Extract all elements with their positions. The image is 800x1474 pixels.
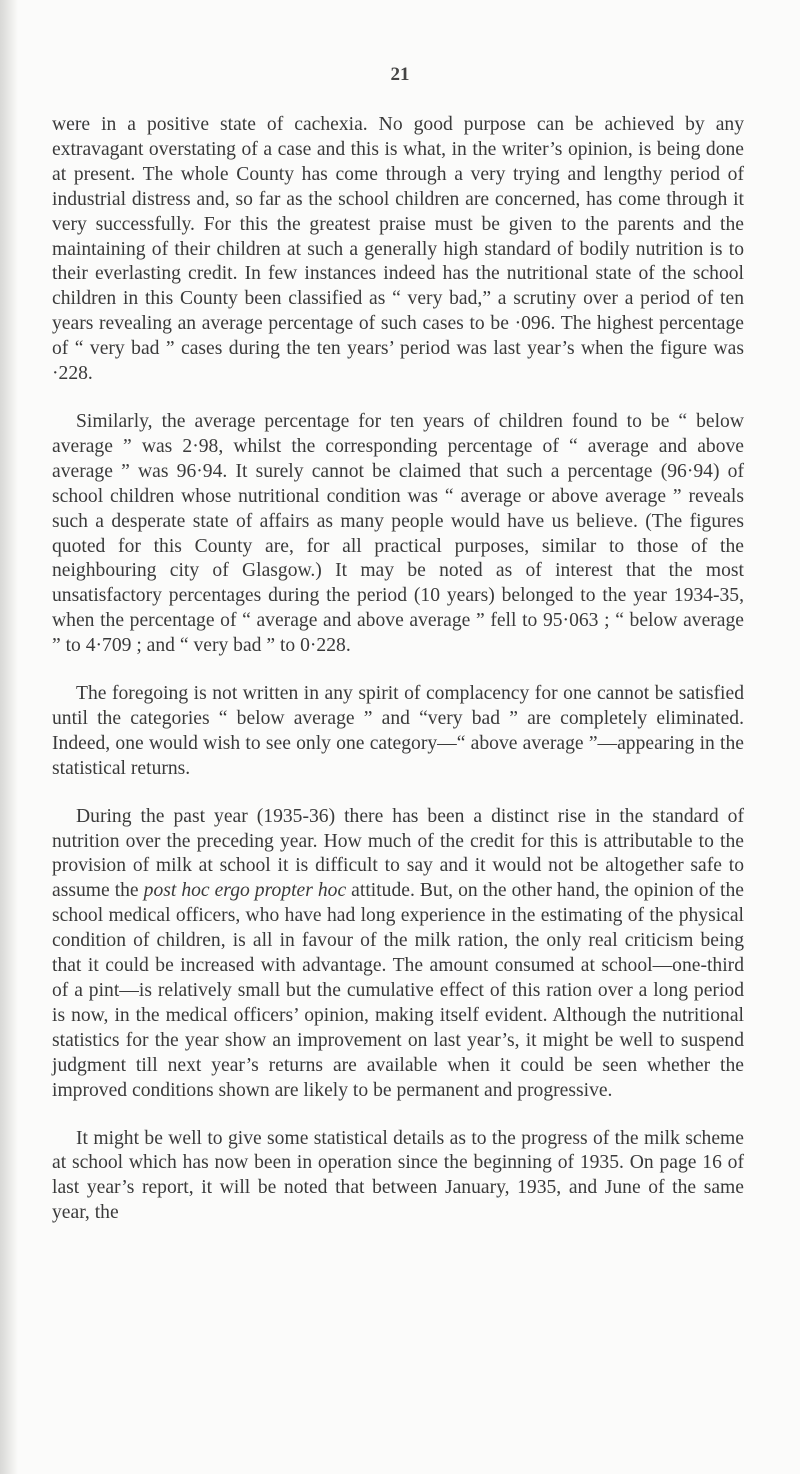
latin-phrase: post hoc ergo propter hoc: [143, 880, 347, 902]
paragraph-complacency: [52, 682, 744, 782]
body-text: [52, 113, 744, 1249]
binding-shadow: [0, 0, 18, 1474]
paragraph-milk-scheme: [52, 1127, 744, 1227]
paragraph-cachexia: [52, 113, 744, 387]
paragraph-text: It might be well to give some statistical details as to the progress of the milk scheme at school which has now been in operation since the beginning of 1935. On page 16 of last year’s report, it will be noted that between January, 1935, and June of the same year, the: [52, 1127, 744, 1224]
paragraph-average-percentages: [52, 410, 744, 659]
paragraph-text: were in a positive state of cachexia. No good purpose can be achieved by any extravagant overstating of a case and this is what, in the writer’s opinion, is being done at present. The whole County has come through a very trying and lengthy period of industrial distress and, so far as the school children are concerned, has come through it very successfully. For this the greatest praise must be given to the parents and the maintaining of their children at such a generally high standard of bodily nutrition is to their everlasting credit. In few instances indeed has the nutritional state of the school children in this County been classified as “ very bad,” a scrutiny over a period of ten years revealing an average percentage of such cases to be ·096. The highest percentage of “ very bad ” cases during the ten years’ period was last year’s when the figure was ·228.: [52, 114, 744, 385]
paragraph-text-end: attitude. But, on the other hand, the opinion of the school medical officers, who have had long experience in the estimating of the physical condition of children, is all in favour of the milk ration, the only real criticism being that it could be increased with advantage. The amount consumed at school—one-third of a pint—is relatively small but the cumulative effect of this ration over a long period is now, in the medical officers’ opinion, making itself evident. Although the nutritional statistics for the year show an improvement on last year’s, it might be well to suspend judgment till next year’s returns are available when it could be seen whether the improved conditions shown are likely to be permanent and progressive.: [52, 880, 744, 1101]
paragraph-text: Similarly, the average percentage for ten years of children found to be “ below average ” was 2·98, whilst the corresponding percentage of “ average and above average ” was 96·94. It surely cannot be claimed that such a percentage (96·94) of school children whose nutritional condition was “ average or above average ” reveals such a desperate state of affairs as many people would have us believe. (The figures quoted for this County are, for all practical purposes, similar to those of the neighbouring city of Glasgow.) It may be noted as of interest that the most unsatisfactory percentages during the period (10 years) belonged to the year 1934-35, when the percentage of “ average and above average ” fell to 95·063 ; “ below average ” to 4·709 ; and “ very bad ” to 0·228.: [52, 410, 744, 657]
page-number: 21: [390, 64, 410, 85]
paragraph-past-year: [52, 805, 744, 1104]
paragraph-text-start: During the past year (1935-36) there has been a distinct rise in the standard of nutrition over the preceding year. How much of the credit for this is attributable to the provision of milk at school it is difficult to say and it would not be altogether safe to assume the: [52, 805, 744, 902]
paragraph-text: The foregoing is not written in any spirit of complacency for one cannot be satisfied until the categories “ below average ” and “very bad ” are completely eliminated. Indeed, one would wish to see only one category—“ above average ”—appearing in the statistical returns.: [52, 683, 744, 779]
